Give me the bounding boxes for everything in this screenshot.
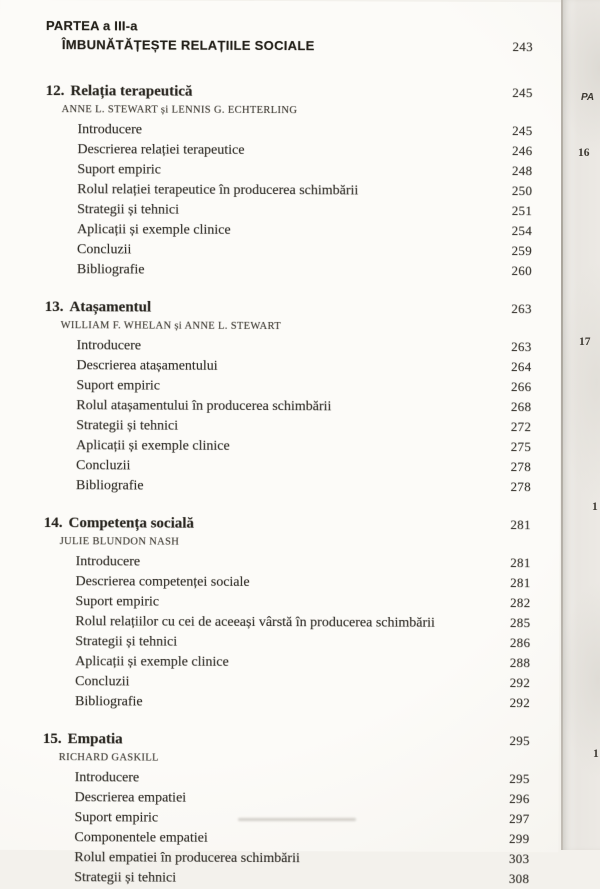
toc-item-page-number: 250 (511, 183, 533, 199)
toc-item-page-number: 281 (510, 575, 531, 591)
toc-item-label: Descrierea competenței sociale (75, 574, 250, 590)
toc-chapters (0, 81, 533, 889)
chapter-block (0, 729, 530, 889)
chapter-title-row (0, 729, 530, 751)
toc-item-label: Suport empiric (77, 162, 161, 178)
chapter-block (0, 513, 531, 713)
chapter-title-row (0, 81, 533, 103)
toc-item-label: Strategii și tehnici (77, 202, 180, 218)
toc-item-label: Componentele empatiei (74, 830, 208, 846)
toc-item-row (0, 827, 529, 849)
chapter-block (0, 297, 532, 497)
chapter-authors: RICHARD GASKILL (58, 752, 159, 764)
adjacent-page-strip (563, 0, 600, 850)
chapter-authors: ANNE L. STEWART și LENNIS G. ECHTERLING (61, 104, 298, 117)
toc-item-row (0, 571, 531, 593)
toc-item-row (0, 179, 532, 201)
toc-item-row (0, 415, 531, 437)
part-kicker: PARTEA a III-a (45, 18, 138, 34)
chapter-title-row (0, 297, 532, 319)
toc-item-row (0, 867, 529, 889)
chapter-title-text: Atașamentul (69, 299, 152, 316)
adjacent-page-text-fragment: 1 (593, 748, 599, 760)
toc-item-row (0, 455, 531, 477)
toc-item-page-number: 278 (510, 459, 532, 475)
toc-item-page-number: 248 (511, 163, 533, 179)
toc-item-row (0, 691, 530, 713)
toc-item-label: Suport empiric (75, 594, 160, 610)
toc-item-label: Descrierea atașamentului (76, 358, 218, 374)
chapter-authors-row (0, 533, 531, 553)
toc-item-page-number: 282 (510, 595, 531, 611)
toc-item-page-number: 275 (510, 439, 532, 455)
chapter-authors-row (0, 749, 530, 769)
scan-artifact-smudge (238, 818, 356, 821)
toc-item-page-number: 297 (509, 811, 530, 827)
toc-item-page-number: 303 (508, 851, 530, 867)
chapter-title-text: Relația terapeutică (70, 83, 193, 100)
toc-item-label: Concluzii (76, 458, 131, 474)
chapter-items (0, 551, 531, 713)
adjacent-page-text-fragment: PA (581, 92, 595, 103)
chapter-authors: JULIE BLUNDON NASH (59, 536, 180, 548)
toc-item-row (0, 375, 531, 397)
toc-item-row (0, 651, 530, 673)
toc-item-label: Rolul relațiilor cu cei de aceeași vârstă în producerea schimbării (75, 614, 435, 631)
toc-item-label: Aplicații și exemple clinice (75, 654, 229, 670)
chapter-title (45, 298, 152, 317)
toc-item-label: Introducere (77, 122, 143, 138)
toc-item-row (0, 159, 532, 181)
chapter-number: 14. (43, 515, 63, 532)
chapter-title-row (0, 513, 531, 535)
chapter-page-number: 263 (511, 301, 532, 317)
toc-item-label: Rolul atașamentului în producerea schimbării (76, 398, 332, 415)
toc-item-page-number: 246 (511, 143, 533, 159)
toc-item-page-number: 254 (511, 223, 533, 239)
toc-item-label: Rolul empatiei în producerea schimbării (74, 850, 300, 867)
toc-item-row (0, 591, 531, 613)
toc-item-page-number: 268 (510, 399, 532, 415)
toc-item-row (0, 767, 530, 789)
chapter-authors-row (0, 317, 532, 337)
toc-item-page-number: 245 (512, 123, 533, 139)
toc-item-page-number: 259 (511, 243, 533, 259)
toc-item-label: Suport empiric (76, 378, 161, 394)
toc-item-page-number: 251 (511, 203, 533, 219)
toc-item-page-number: 292 (509, 695, 531, 711)
toc-item-row (0, 355, 532, 377)
toc-item-label: Concluzii (76, 242, 132, 258)
chapter-items (0, 767, 530, 889)
toc-item-page-number: 286 (509, 635, 531, 651)
part-page-number: 243 (512, 39, 533, 55)
toc-item-row (0, 671, 530, 693)
toc-item-label: Descrierea relației terapeutice (77, 142, 245, 158)
toc-item-row (0, 219, 532, 241)
chapter-authors-row (0, 101, 533, 121)
chapter-title-text: Empatia (67, 731, 123, 748)
toc-content (0, 16, 533, 889)
part-title: ÎMBUNĂTĂȚEȘTE RELAȚIILE SOCIALE (61, 37, 315, 54)
part-kicker-row (0, 16, 533, 37)
toc-item-label: Bibliografie (75, 478, 144, 494)
toc-item-label: Bibliografie (76, 262, 145, 278)
chapter-number: 13. (44, 299, 64, 316)
toc-item-row (0, 787, 530, 809)
toc-item-row (0, 395, 531, 417)
toc-item-label: Introducere (75, 554, 141, 570)
toc-item-page-number: 295 (509, 771, 530, 787)
chapter-title (44, 514, 194, 534)
chapter-page-number: 281 (510, 517, 531, 533)
toc-item-page-number: 263 (511, 339, 532, 355)
toc-item-row (0, 239, 532, 261)
chapter-number: 12. (45, 83, 65, 100)
toc-item-row (0, 475, 531, 497)
adjacent-page-text-fragment: 17 (579, 336, 591, 348)
chapter-items (0, 119, 533, 281)
toc-item-row (0, 551, 531, 573)
chapter-page-number: 245 (512, 85, 533, 101)
part-title-row (0, 35, 533, 57)
toc-item-row (0, 259, 532, 281)
chapter-authors: WILLIAM F. WHELAN și ANNE L. STEWART (60, 320, 282, 333)
chapter-number: 15. (42, 731, 62, 748)
toc-item-page-number: 292 (509, 675, 531, 691)
chapter-title-text: Competența socială (68, 515, 194, 532)
toc-item-page-number: 278 (510, 479, 532, 495)
toc-part-header (0, 16, 533, 57)
chapter-title (43, 730, 123, 749)
toc-item-label: Aplicații și exemple clinice (76, 438, 230, 454)
toc-item-page-number: 260 (511, 263, 532, 279)
chapter-items (0, 335, 532, 497)
toc-item-label: Aplicații și exemple clinice (77, 222, 231, 238)
toc-item-page-number: 272 (510, 419, 532, 435)
chapter-title (46, 82, 193, 102)
toc-item-row (0, 435, 531, 457)
toc-item-row (0, 847, 529, 869)
chapter-page-number: 295 (509, 733, 530, 749)
toc-item-label: Strategii și tehnici (75, 634, 178, 650)
toc-item-label: Strategii și tehnici (74, 870, 177, 886)
toc-item-label: Bibliografie (74, 694, 143, 710)
toc-item-page-number: 299 (508, 831, 530, 847)
toc-item-page-number: 296 (509, 791, 530, 807)
toc-item-row (0, 631, 530, 653)
toc-item-page-number: 264 (511, 359, 532, 375)
toc-item-page-number: 281 (510, 555, 531, 571)
toc-item-label: Concluzii (75, 674, 130, 690)
toc-item-page-number: 285 (509, 615, 531, 631)
toc-item-label: Rolul relației terapeutice în producerea schimbării (77, 182, 359, 199)
toc-item-row (0, 139, 532, 161)
toc-item-row (0, 335, 532, 357)
toc-item-page-number: 288 (509, 655, 531, 671)
toc-item-label: Suport empiric (74, 810, 159, 826)
chapter-block (0, 81, 533, 281)
adjacent-page-text-fragment: 16 (578, 147, 590, 159)
toc-item-page-number: 266 (510, 379, 532, 395)
toc-item-label: Strategii și tehnici (76, 418, 179, 434)
toc-item-row (0, 611, 530, 633)
toc-item-label: Introducere (74, 770, 140, 786)
toc-item-label: Descrierea empatiei (74, 790, 187, 806)
toc-item-label: Introducere (76, 338, 142, 354)
adjacent-page-text-fragment: 1 (592, 501, 598, 513)
toc-item-row (0, 119, 533, 141)
toc-item-page-number: 308 (508, 871, 530, 887)
toc-item-row (0, 199, 532, 221)
